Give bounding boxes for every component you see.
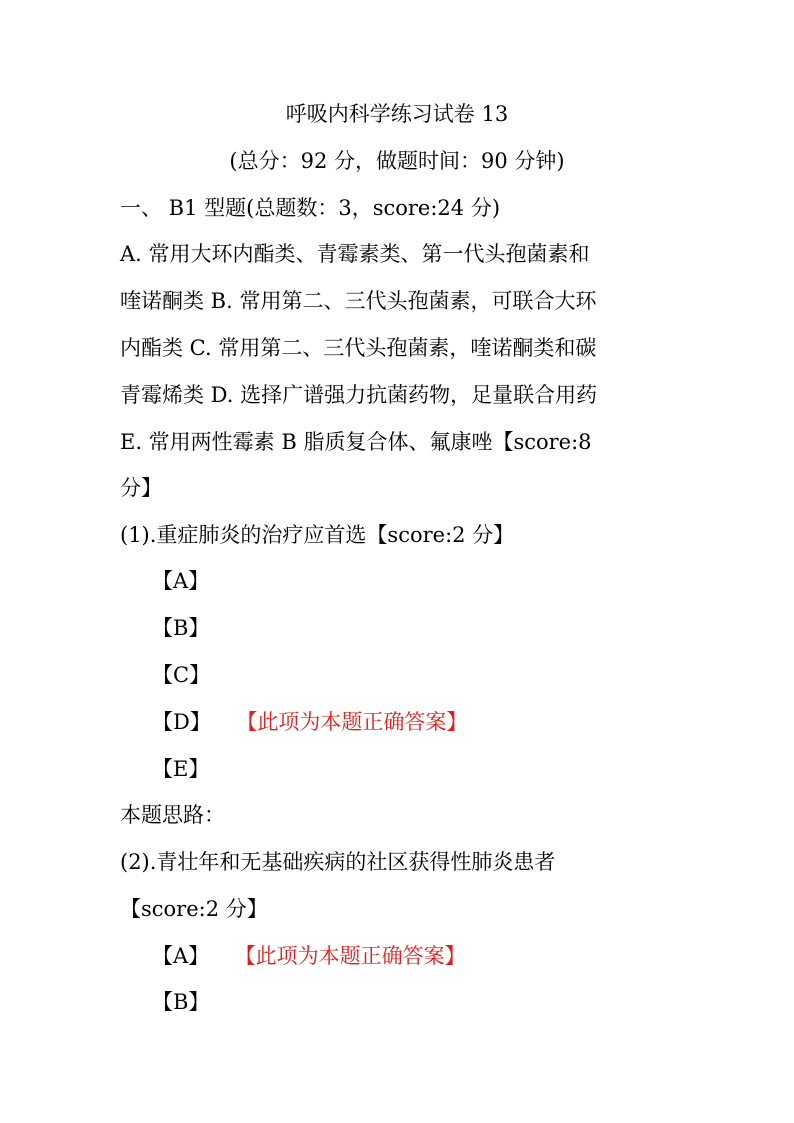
section-heading: 一、 B1 型题(总题数：3，score:24 分): [120, 196, 501, 220]
q1-option-b: 【B】: [152, 616, 210, 640]
q2-option-a: [152, 943, 712, 969]
q1-option-c: 【C】: [152, 663, 211, 687]
q1-option-d: [152, 709, 712, 735]
stem-line: 分】: [120, 476, 162, 500]
question-2-text: (2).青壮年和无基础疾病的社区获得性肺炎患者: [120, 850, 556, 874]
stem-line: E. 常用两性霉素 B 脂质复合体、氟康唑【score:8: [120, 430, 592, 454]
stem-line: 内酯类 C. 常用第二、三代头孢菌素，喹诺酮类和碳: [120, 336, 597, 360]
q2-option-b: 【B】: [152, 990, 210, 1014]
q1-option-e: 【E】: [152, 757, 210, 781]
stem-line: 青霉烯类 D. 选择广谱强力抗菌药物，足量联合用药: [120, 383, 598, 407]
q2-option-a-label: 【A】: [152, 944, 210, 968]
analysis-label: 本题思路：: [120, 803, 225, 827]
exam-title: 呼吸内科学练习试卷 13: [285, 102, 509, 126]
q1-option-d-label: 【D】: [152, 710, 211, 734]
correct-answer-marker: 【此项为本题正确答案】: [246, 710, 468, 734]
q1-option-a: 【A】: [152, 569, 210, 593]
stem-line: A. 常用大环内酯类、青霉素类、第一代头孢菌素和: [120, 242, 590, 266]
question-2-score: 【score:2 分】: [120, 897, 268, 921]
stem-line: 喹诺酮类 B. 常用第二、三代头孢菌素，可联合大环: [120, 289, 597, 313]
correct-answer-marker: 【此项为本题正确答案】: [245, 944, 466, 968]
exam-subtitle: (总分：92 分，做题时间：90 分钟): [229, 149, 565, 173]
question-1-text: (1).重症肺炎的治疗应首选【score:2 分】: [120, 523, 515, 547]
